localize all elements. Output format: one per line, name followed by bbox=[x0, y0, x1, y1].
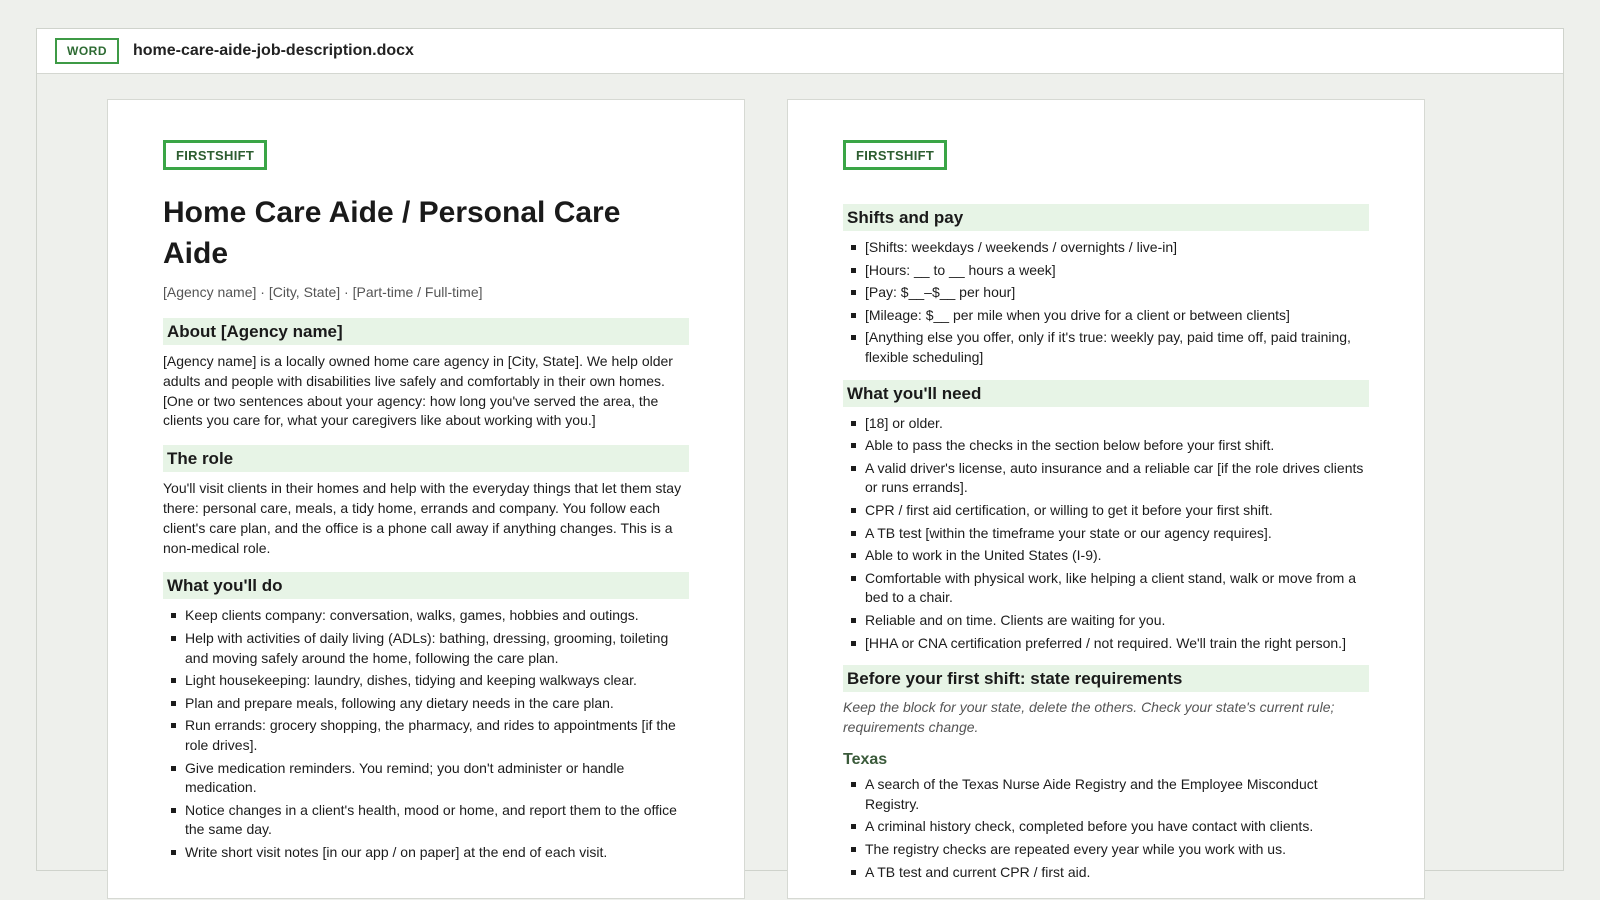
requirements-list bbox=[843, 775, 1369, 882]
document-window bbox=[36, 28, 1564, 880]
list-item: [Mileage: $__ per mile when you drive for a client or between clients] bbox=[843, 306, 1369, 326]
list-item: Comfortable with physical work, like helping a client stand, walk or move from a bed to a chair. bbox=[843, 569, 1369, 608]
section-heading-requirements: Before your first shift: state requirements bbox=[843, 665, 1369, 692]
list-item: Plan and prepare meals, following any dietary needs in the care plan. bbox=[163, 694, 689, 714]
role-paragraph: You'll visit clients in their homes and help with the everyday things that let them stay there: personal care, meals, a tidy home, errands and company. You follow each client's care plan, and the office is a phone call away if anything changes. This is a non-medical role. bbox=[163, 480, 682, 556]
document-page-2[interactable] bbox=[787, 99, 1425, 899]
document-page-1[interactable] bbox=[107, 99, 745, 899]
job-title: Home Care Aide / Personal Care Aide bbox=[163, 196, 621, 270]
brand-logo: FIRSTSHIFT bbox=[843, 140, 947, 170]
app-badge: WORD bbox=[55, 38, 119, 64]
title-bar bbox=[37, 29, 1563, 74]
list-item: A search of the Texas Nurse Aide Registry and the Employee Misconduct Registry. bbox=[843, 775, 1369, 814]
list-item: [18] or older. bbox=[843, 414, 1369, 434]
about-paragraph: [Agency name] is a locally owned home care agency in [City, State]. We help older adults and people with disabilities live safely and comfortably in their own homes. [One or two sentences about your agency: how long you've served the area, the clients you care for, what your caregivers like about working with you.] bbox=[163, 353, 673, 429]
brand-logo: FIRSTSHIFT bbox=[163, 140, 267, 170]
list-item: Write short visit notes [in our app / on paper] at the end of each visit. bbox=[163, 843, 689, 863]
list-item: Keep clients company: conversation, walks, games, hobbies and outings. bbox=[163, 606, 689, 626]
needs-list bbox=[843, 414, 1369, 654]
list-item: [HHA or CNA certification preferred / not required. We'll train the right person.] bbox=[843, 634, 1369, 654]
state-heading: Texas bbox=[843, 751, 888, 769]
section-heading-about: About [Agency name] bbox=[163, 318, 689, 345]
list-item: Give medication reminders. You remind; you don't administer or handle medication. bbox=[163, 759, 689, 798]
section-heading-role: The role bbox=[163, 445, 689, 472]
list-item: A TB test and current CPR / first aid. bbox=[843, 863, 1369, 883]
list-item: Run errands: grocery shopping, the pharmacy, and rides to appointments [if the role drives]. bbox=[163, 716, 689, 755]
list-item: Able to work in the United States (I-9). bbox=[843, 546, 1369, 566]
shifts-list bbox=[843, 238, 1369, 368]
list-item: [Anything else you offer, only if it's true: weekly pay, paid time off, paid training, flexible scheduling] bbox=[843, 328, 1369, 367]
list-item: [Pay: $__–$__ per hour] bbox=[843, 283, 1369, 303]
section-heading-shifts: Shifts and pay bbox=[843, 204, 1369, 231]
list-item: The registry checks are repeated every year while you work with us. bbox=[843, 840, 1369, 860]
list-item: Able to pass the checks in the section below before your first shift. bbox=[843, 436, 1369, 456]
list-item: [Shifts: weekdays / weekends / overnights / live-in] bbox=[843, 238, 1369, 258]
list-item: A criminal history check, completed before you have contact with clients. bbox=[843, 817, 1369, 837]
job-meta: [Agency name] · [City, State] · [Part-time / Full-time] bbox=[163, 284, 483, 300]
list-item: Light housekeeping: laundry, dishes, tidying and keeping walkways clear. bbox=[163, 671, 689, 691]
file-name: home-care-aide-job-description.docx bbox=[133, 42, 414, 59]
list-item: A TB test [within the timeframe your state or our agency requires]. bbox=[843, 524, 1369, 544]
list-item: CPR / first aid certification, or willing to get it before your first shift. bbox=[843, 501, 1369, 521]
duties-list bbox=[163, 606, 689, 862]
list-item: Reliable and on time. Clients are waiting for you. bbox=[843, 611, 1369, 631]
requirements-note: Keep the block for your state, delete the others. Check your state's current rule; requirements change. bbox=[843, 699, 1335, 735]
list-item: Notice changes in a client's health, mood or home, and report them to the office the same day. bbox=[163, 801, 689, 840]
list-item: [Hours: __ to __ hours a week] bbox=[843, 261, 1369, 281]
section-heading-duties: What you'll do bbox=[163, 572, 689, 599]
section-heading-needs: What you'll need bbox=[843, 380, 1369, 407]
list-item: A valid driver's license, auto insurance and a reliable car [if the role drives clients or runs errands]. bbox=[843, 459, 1369, 498]
list-item: Help with activities of daily living (ADLs): bathing, dressing, grooming, toileting and moving safely around the home, following the care plan. bbox=[163, 629, 689, 668]
